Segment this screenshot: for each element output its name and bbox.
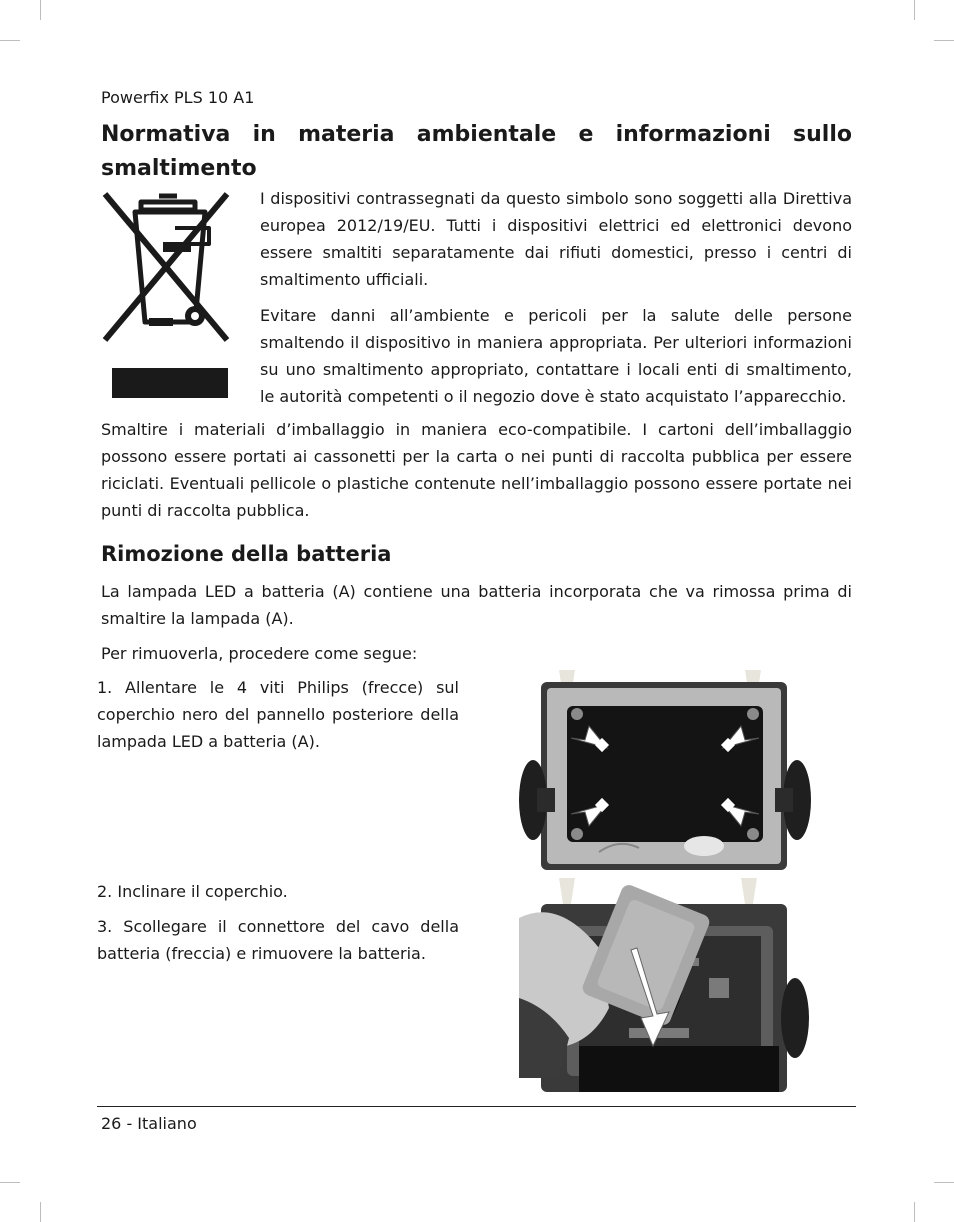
crop-mark (0, 1182, 20, 1183)
crop-mark (914, 0, 915, 20)
battery-intro-paragraph: La lampada LED a batteria (A) contiene una batteria incorporata che va rimossa prima di smaltire la lampada (A). (101, 582, 852, 628)
crop-mark (0, 40, 20, 41)
running-header: Powerfix PLS 10 A1 (101, 88, 255, 107)
crop-mark (914, 1202, 915, 1222)
step-3: 3. Scollegare il connettore del cavo della batteria (freccia) e rimuovere la batteria. (97, 917, 459, 963)
procedure-paragraph: Per rimuoverla, procedere come segue: (101, 644, 418, 663)
disposal-paragraph-3: Smaltire i materiali d’imballaggio in maniera eco-compatibile. I cartoni dell’imballaggio possono essere portati ai cassonetti per la carta o nei punti di raccolta pubblica per essere riciclati. Eventuali pellicole o plastiche contenute nell’imballaggio possono essere portate nei punti di raccolta pubblica. (101, 420, 852, 520)
crop-mark (934, 40, 954, 41)
crop-mark (40, 1202, 41, 1222)
footer-rule (97, 1106, 856, 1107)
section-heading-disposal: Normativa in materia ambientale e informazioni sullo smaltimento (101, 122, 852, 181)
crop-mark (934, 1182, 954, 1183)
step-2: 2. Inclinare il coperchio. (97, 882, 288, 901)
crossed-out-wheelie-bin-icon (99, 190, 233, 400)
disposal-paragraph-2: Evitare danni all’ambiente e pericoli per la salute delle persone smaltendo il dispositivo in maniera appropriata. Per ulteriori informazioni su uno smaltimento appropriato, contattare i locali enti di smaltimento, le autorità competenti o il negozio dove è stato acquistato l’apparecchio. (260, 306, 852, 406)
disposal-paragraph-1: I dispositivi contrassegnati da questo simbolo sono soggetti alla Direttiva europea 2012/19/EU. Tutti i dispositivi elettrici ed elettronici devono essere smaltiti separatamente dai rifiuti domestici, presso i centri di smaltimento ufficiali. (260, 189, 852, 289)
battery-removal-photo (519, 878, 811, 1092)
section-heading-battery: Rimozione della batteria (101, 542, 392, 566)
step-1: 1. Allentare le 4 viti Philips (frecce) sul coperchio nero del pannello posteriore della lampada LED a batteria (A). (97, 678, 459, 751)
crop-mark (40, 0, 41, 20)
back-cover-screws-photo (519, 670, 811, 870)
page-footer: 26 - Italiano (101, 1114, 197, 1133)
